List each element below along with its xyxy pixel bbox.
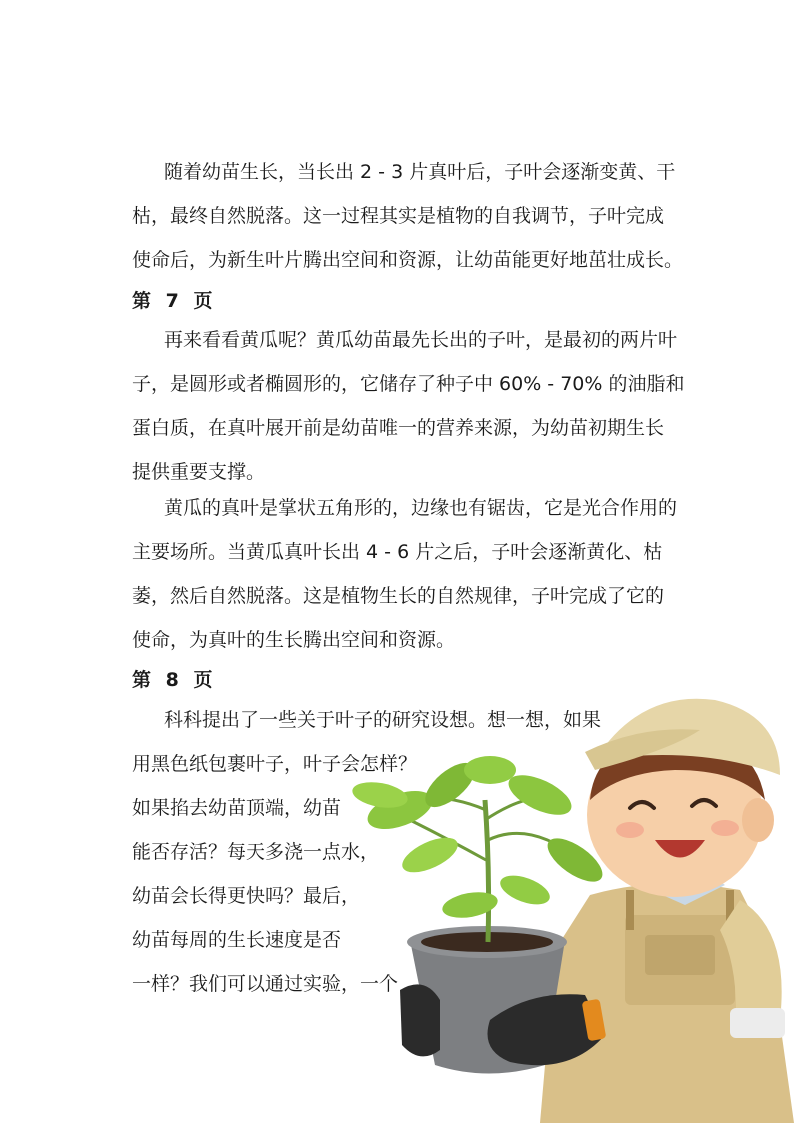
paragraph-cucumber-true-leaf xyxy=(132,486,678,662)
paragraph-cucumber-cotyledon xyxy=(132,318,685,494)
ear xyxy=(742,798,774,842)
bib-pocket xyxy=(645,935,715,975)
text-line: 科科提出了一些关于叶子的研究设想。想一想，如果 xyxy=(164,709,602,731)
text-line: 再来看看黄瓜呢？黄瓜幼苗最先长出的子叶，是最初的两片叶 xyxy=(164,329,678,351)
text-line: 萎，然后自然脱落。这是植物生长的自然规律，子叶完成了它的 xyxy=(132,585,665,607)
text-line: 枯，最终自然脱落。这一过程其实是植物的自我调节，子叶完成 xyxy=(132,205,665,227)
text-line: 黄瓜的真叶是掌状五角形的，边缘也有锯齿，它是光合作用的 xyxy=(164,497,678,519)
text-line: 蛋白质，在真叶展开前是幼苗唯一的营养来源，为幼苗初期生长 xyxy=(132,417,665,439)
text-line: 使命，为真叶的生长腾出空间和资源。 xyxy=(132,629,456,651)
page-heading-8: 第 8 页 xyxy=(132,669,217,691)
text-line: 主要场所。当黄瓜真叶长出 4 - 6 片之后，子叶会逐渐黄化、枯 xyxy=(132,541,663,563)
left-glove xyxy=(400,984,440,1056)
leaf xyxy=(503,767,577,823)
sleeve-cuff xyxy=(730,1008,785,1038)
text-line: 随着幼苗生长，当长出 2 - 3 片真叶后，子叶会逐渐变黄、干 xyxy=(164,161,676,183)
cheek-right xyxy=(711,820,739,836)
text-line: 使命后，为新生叶片腾出空间和资源，让幼苗能更好地茁壮成长。 xyxy=(132,249,684,271)
text-line: 用黑色纸包裹叶子，叶子会怎样？ xyxy=(132,753,418,775)
text-line: 能否存活？每天多浇一点水， xyxy=(132,841,380,863)
text-line: 子，是圆形或者椭圆形的，它储存了种子中 60% - 70% 的油脂和 xyxy=(132,373,685,395)
text-line: 一样？我们可以通过实验，一个 xyxy=(132,973,399,995)
page-heading-7: 第 7 页 xyxy=(132,290,217,312)
leaf xyxy=(397,831,462,880)
seedling-stem xyxy=(485,800,489,942)
text-line: 提供重要支撑。 xyxy=(132,461,266,483)
text-line: 幼苗会长得更快吗？最后， xyxy=(132,885,361,907)
boy-holding-potted-seedling-illustration xyxy=(340,690,794,1123)
leaf xyxy=(464,756,516,784)
cheek-left xyxy=(616,822,644,838)
paragraph-cotyledon-falling xyxy=(132,150,684,282)
text-line: 幼苗每周的生长速度是否 xyxy=(132,929,342,951)
leaf xyxy=(496,870,553,910)
text-line: 如果掐去幼苗顶端，幼苗 xyxy=(132,797,342,819)
